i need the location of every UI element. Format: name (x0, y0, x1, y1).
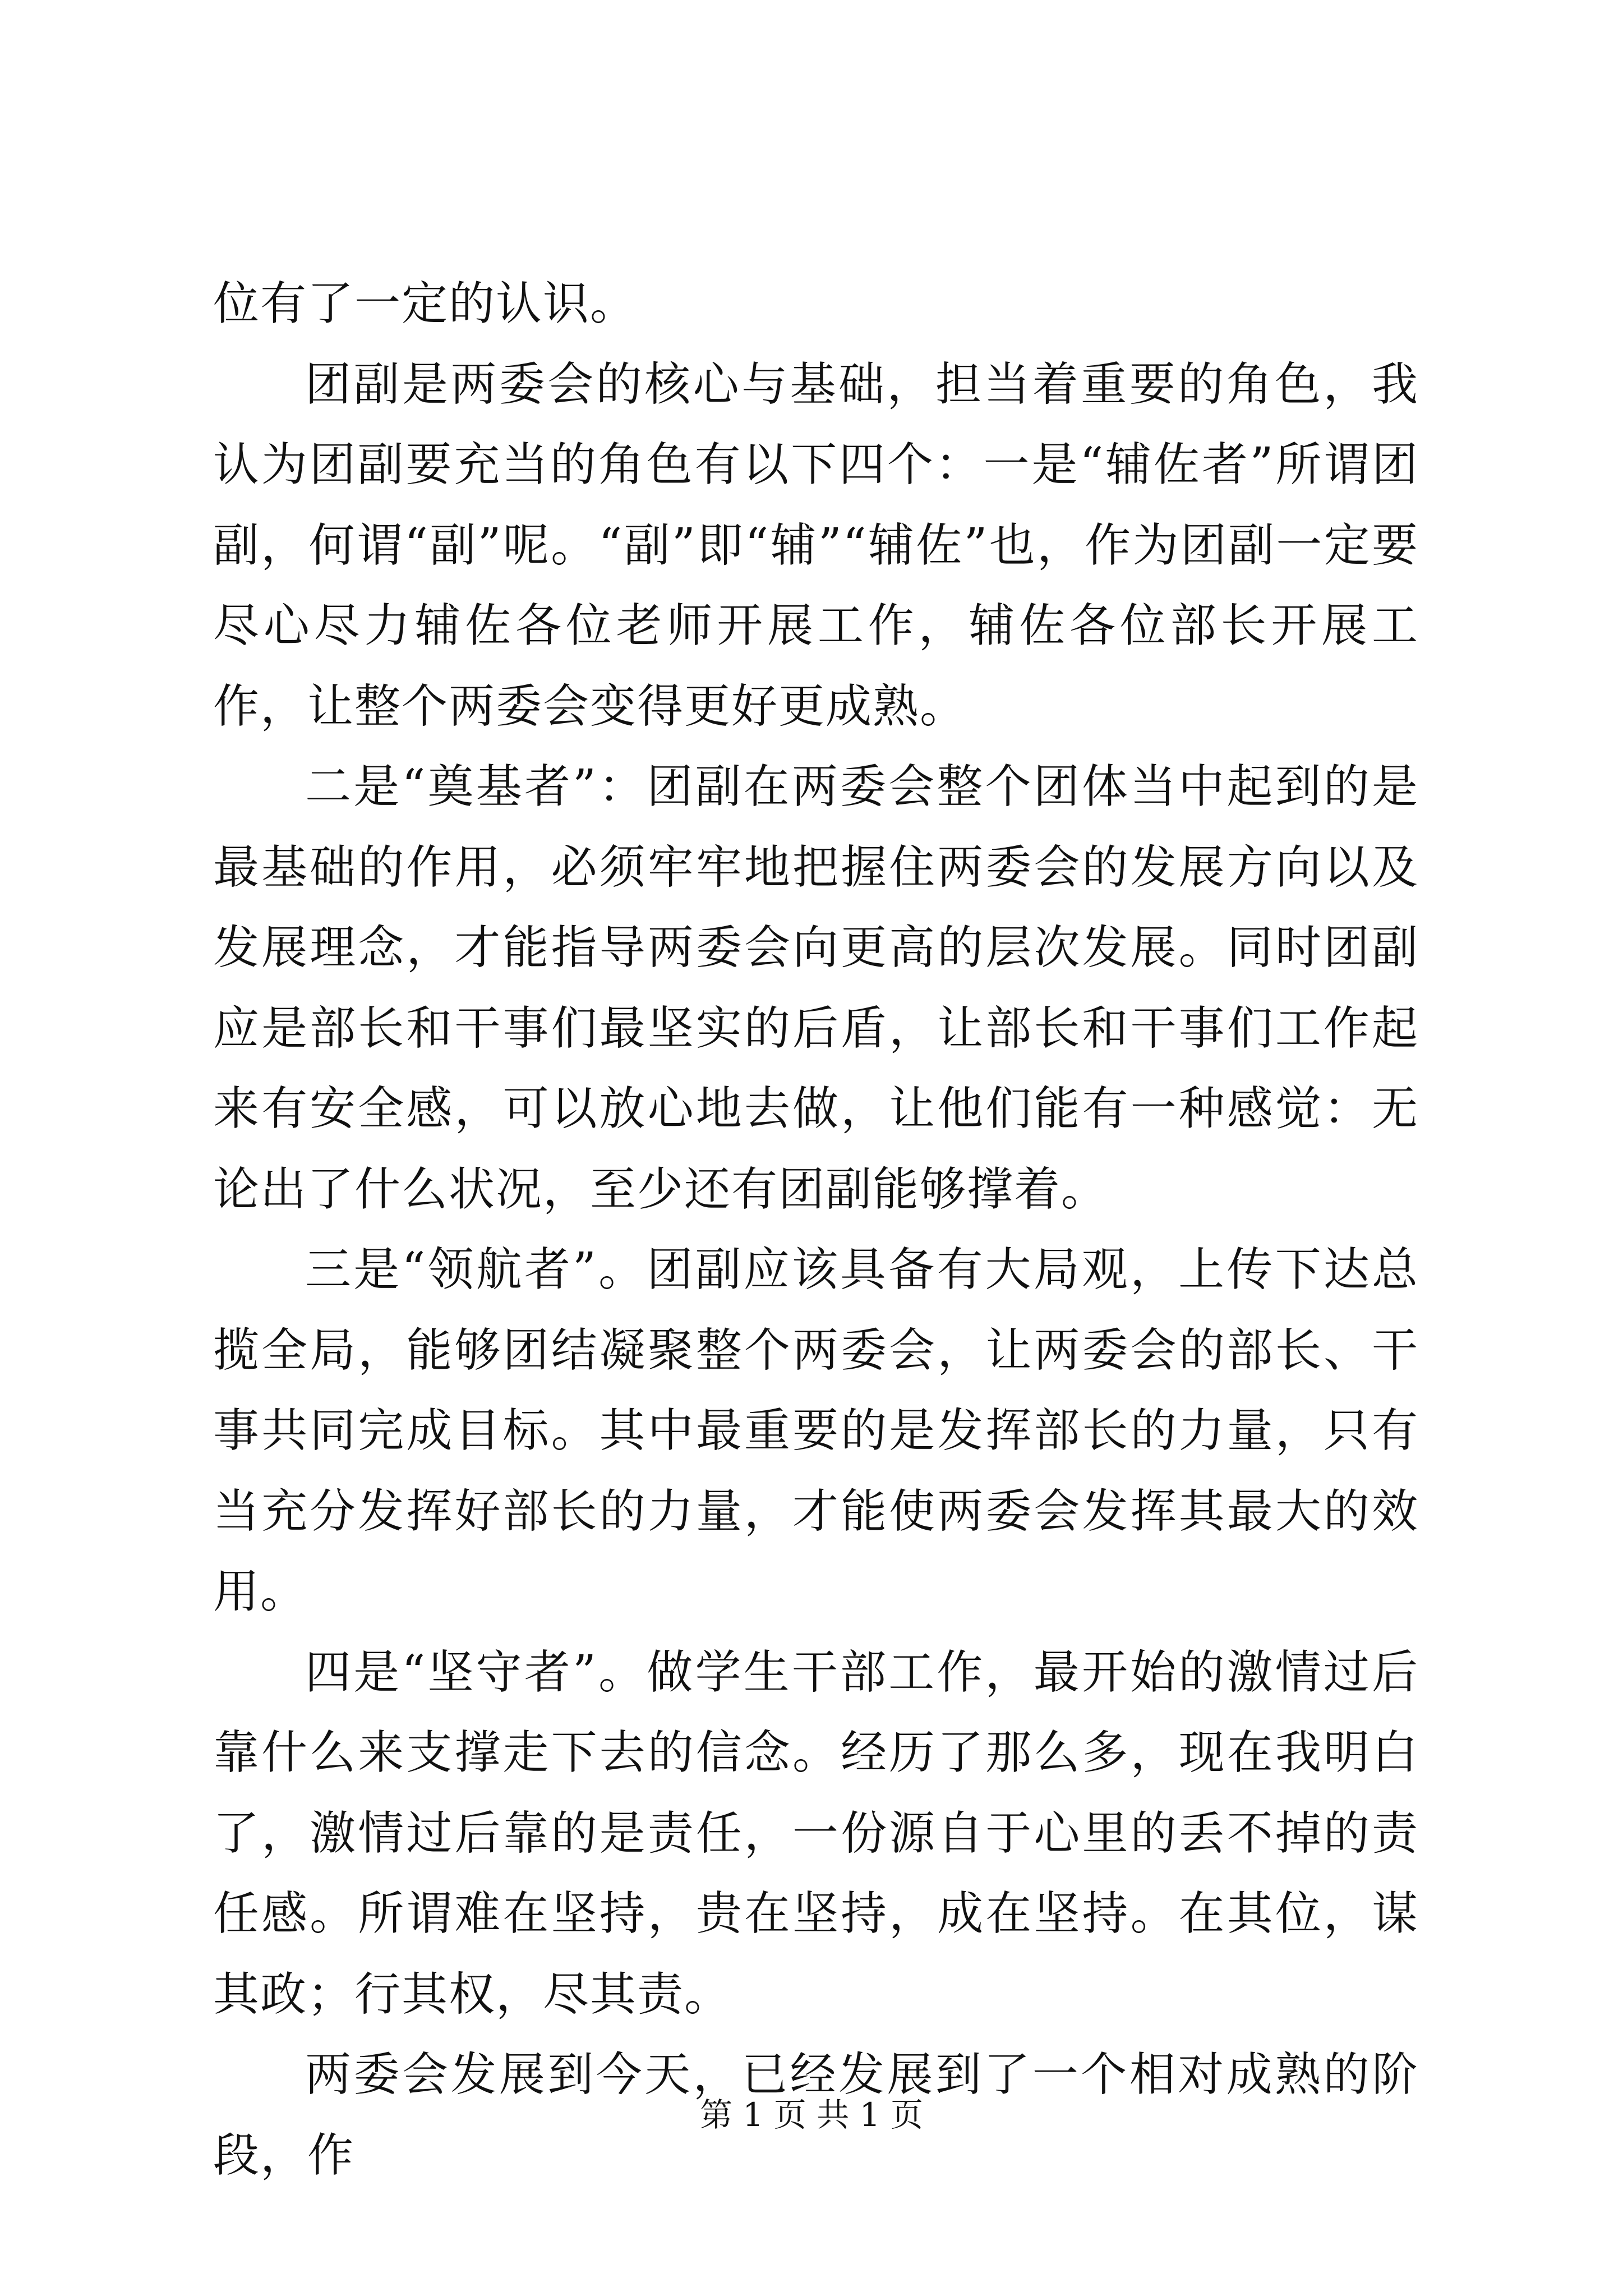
paragraph-5: 四是“坚守者”。做学生干部工作，最开始的激情过后靠什么来支撑走下去的信念。经历了那么多，现在我明白了，激情过后靠的是责任，一份源自于心里的丢不掉的责任感。所谓难在坚持，贵在坚持，成在坚持。在其位，谋其政；行其权，尽其责。 (213, 1645, 1419, 2021)
document-body (213, 264, 1419, 2196)
paragraph-2: 团副是两委会的核心与基础，担当着重要的角色，我认为团副要充当的角色有以下四个：一是“辅佐者”所谓团副，何谓“副”呢。“副”即“辅”“辅佐”也，作为团副一定要尽心尽力辅佐各位老师开展工作，辅佐各位部长开展工作，让整个两委会变得更好更成熟。 (213, 357, 1419, 733)
paragraph-6: 两委会发展到今天，已经发展到了一个相对成熟的阶段，作 (213, 2048, 1419, 2182)
paragraph-4: 三是“领航者”。团副应该具备有大局观，上传下达总揽全局，能够团结凝聚整个两委会，让两委会的部长、干事共同完成目标。其中最重要的是发挥部长的力量，只有当充分发挥好部长的力量，才能使两委会发挥其最大的效用。 (213, 1243, 1419, 1618)
paragraph-3: 二是“奠基者”：团副在两委会整个团体当中起到的是最基础的作用，必须牢牢地把握住两委会的发展方向以及发展理念，才能指导两委会向更高的层次发展。同时团副应是部长和干事们最坚实的后盾，让部长和干事们工作起来有安全感，可以放心地去做，让他们能有一种感觉：无论出了什么状况，至少还有团副能够撑着。 (213, 760, 1419, 1216)
paragraph-1: 位有了一定的认识。 (213, 277, 638, 330)
page-footer: 第 1 页 共 1 页 (700, 2096, 923, 2134)
